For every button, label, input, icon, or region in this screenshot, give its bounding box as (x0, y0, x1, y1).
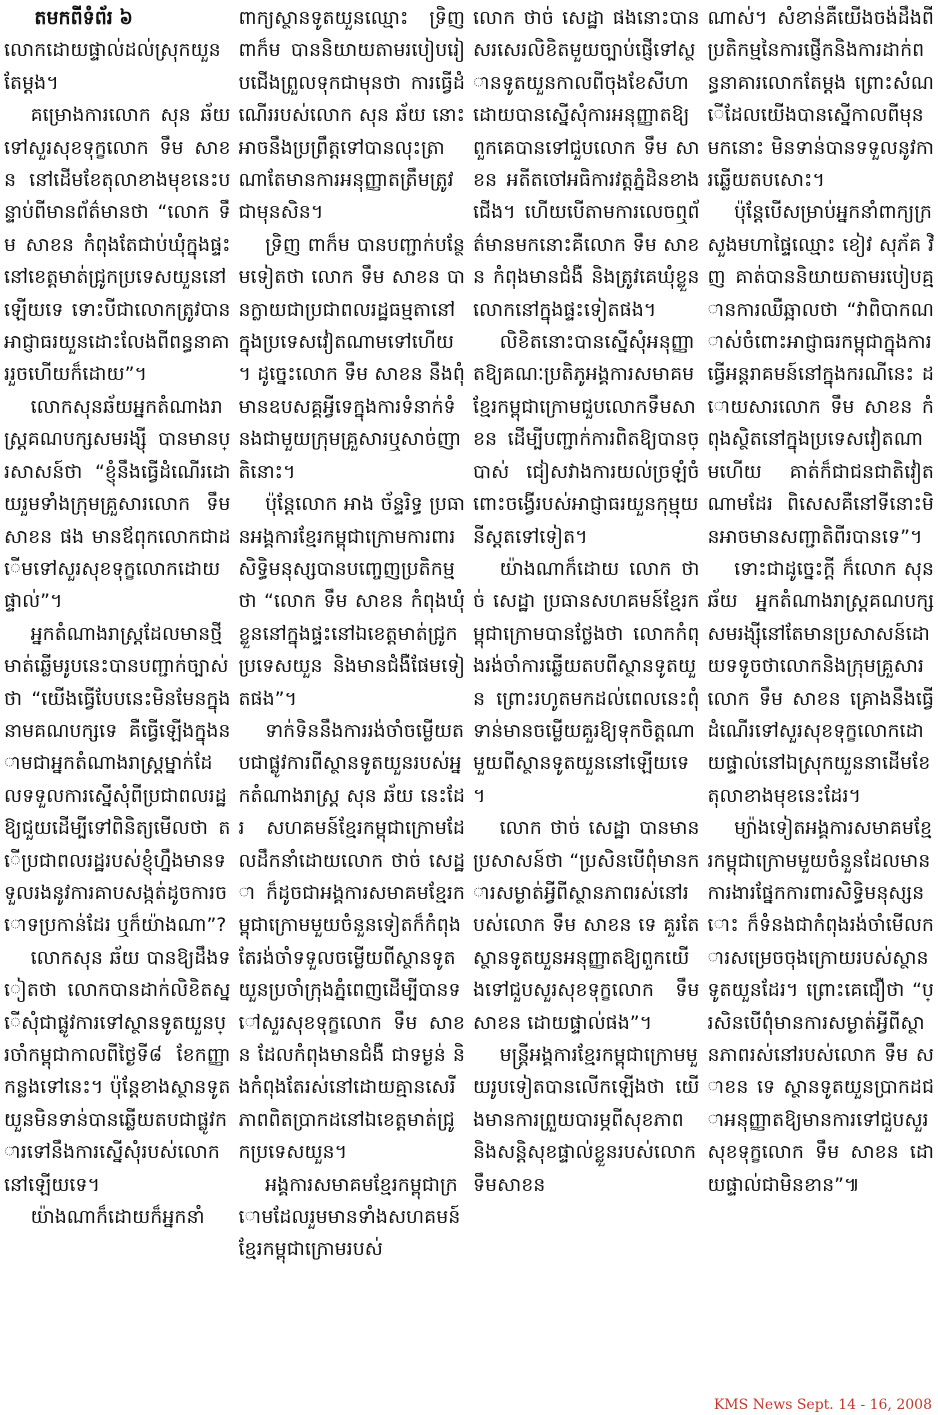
paragraph: ទោះជាដូច្នេះក្តី ក៏លោក សុន ឆ័យ អ្នកតំណាងរាស្ត្រគណបក្សសមរង្ស៊ីនៅតែមានប្រសាសន៍ដោយទទូចថាលោកនិងក្រុមគ្រួសារលោក ទឹម សាខន គ្រោងនឹងធ្វើដំណើរទៅសួរសុខទុក្ខលោកដោយផ្ទាល់នៅឯស្រុកយួននាដើមខែតុលាខាងមុខនេះដែរ។ (707, 557, 934, 807)
paragraph: យ៉ាងណាក៏ដោយក៏អ្នកនាំ (30, 1206, 205, 1229)
paragraph: ទាក់ទិននឹងការរង់ចាំចម្លើយតបជាផ្លូវការពីស្ថានទូតយួនរបស់អ្នកតំណាងរាស្ត្រ សុន ឆ័យ នេះដែរ សហគមន៍ខ្មែរកម្ពុជាក្រោមដែលដឹកនាំដោយលោក ថាច់ សេដ្ឋា ក៏ដូចជាអង្គការសមាគមខ្មែរកម្ពុជាក្រោមមួយចំនួនទៀតក៏កំពុងតែរង់ចាំទទួលចម្លើយពីស្ថានទូតយួនប្រចាំក្រុងភ្នំពេញដើម្បីបានទៅសួរសុខទុក្ខលោក ទឹម សាខន ដែលកំពុងមានជំងឺ ជាទម្ងន់ និងកំពុងតែរស់នៅដោយគ្មានសេរីភាពពិតប្រាកដនៅឯខេត្តមាត់ជ្រូកប្រទេសយួន។ (238, 719, 465, 1164)
article-column-2 (239, 2, 466, 1392)
paragraph: ប៉ុន្តែលោក អាង ច័ន្ទរិទ្ធ ប្រធានអង្គការខ្មែរកម្ពុជាក្រោមការពារសិទ្ធិមនុស្សបានបញ្ចេញប្រតិកម្មថា “លោក ទឹម សាខន កំពុងឃុំខ្លួននៅក្នុងផ្ទះនៅឯខេត្តមាត់ជ្រូកប្រទេសយួន និងមានជំងឺផែមទៀតផង”។ (238, 493, 465, 710)
paragraph: ម្យ៉ាងទៀតអង្គការសមាគមខ្មែរកម្ពុជាក្រោមមួយចំនួនដែលមានការងារផ្នែកការពារសិទ្ធិមនុស្សនោះ ក៏ទំនងជាកំពុងរង់ចាំមើលការសម្រេចចុងក្រោយរបស់ស្ថានទូតយួនដែរ។ ព្រោះគេជឿថា “ប្រសិនបើពុំមានការសម្ងាត់អ្វីពីស្ថានភាពរស់នៅរបស់លោក ទឹម សាខន ទេ ស្ថានទូតយួនប្រាកដជាអនុញ្ញាតឱ្យមានការទៅជួបសួរសុខទុក្ខលោក ទឹម សាខន ដោយផ្ទាល់ជាមិនខាន”៕ (707, 817, 934, 1196)
paragraph: យ៉ាងណាក៏ដោយ លោក ថាច់ សេដ្ឋា ប្រធានសហគមន៍ខ្មែរកម្ពុជាក្រោមបានថ្លែងថា លោកកំពុងរង់ចាំការឆ្លើយតបពីស្ថានទូតយួន ព្រោះរហូតមកដល់ពេលនេះពុំទាន់មានចម្លើយគួរឱ្យទុកចិត្តណាមួយពីស្ថានទូតយួននៅឡើយទេ។ (473, 557, 700, 807)
paragraph: មន្ត្រីអង្គការខ្មែរកម្ពុជាក្រោមមួយរូបទៀតបានលើកឡើងថា យើងមានការព្រួយបារម្ភពីសុខភាព និងសន្តិសុខផ្ទាល់ខ្លួនរបស់លោកទឹមសាខន (473, 1044, 700, 1196)
footer-date: Sept. 14 - 16, 2008 (796, 1397, 932, 1413)
article-column-3 (473, 2, 700, 1392)
footer-credit (714, 1397, 932, 1413)
footer-source: KMS News (713, 1397, 793, 1413)
article-column-1 (4, 2, 231, 1392)
paragraph: លិខិតនោះបានស្នើសុំអនុញ្ញាតឱ្យគណៈប្រតិភូអង្គការសមាគមខ្មែរកម្ពុជាក្រោមជួបលោកទឹមសាខន ដើម្បីបញ្ជាក់ការពិតឱ្យបានច្បាស់ ជៀសវាងការយល់ច្រឡំចំពោះចង្វើរបស់អាជ្ញាធរយួនកុម្មុយនីស្តតទៅទៀត។ (473, 331, 700, 548)
continued-from-label: តមកពីទំព័រ ៦ (34, 7, 133, 29)
paragraph: លោកសុនឆ័យអ្នកតំណាងរាស្ត្រគណបក្សសមរង្ស៊ី បានមានប្រសាសន៍ថា “ខ្ញុំនឹងធ្វើដំណើរដោយរួមទាំងក្រុមគ្រួសារលោក ទឹម សាខន ផង មានឪពុកលោកជាដើមទៅសួរសុខទុក្ខលោកដោយផ្ទាល់”។ (4, 395, 231, 613)
paragraph: ទ្រិញ ពាក៏ម បានបញ្ជាក់បន្ថែមទៀតថា លោក ទឹម សាខន បានក្លាយជាប្រជាពលរដ្ឋធម្មតានៅក្នុងប្រទេសវៀតណាមទៅហើយ។ ដូច្នេះលោក ទឹម សាខន នឹងពុំមានឧបសគ្គអ្វីទេក្នុងការទំនាក់ទំនងជាមួយក្រុមគ្រួសារឬសាច់ញាតិនោះ។ (238, 233, 465, 483)
paragraph: គម្រោងការលោក សុន ឆ័យ ទៅសួរសុខទុក្ខលោក ទឹម សាខន នៅដើមខែតុលាខាងមុខនេះបន្ទាប់ពីមានព័ត៌មានថា “លោក ទឹម សាខន កំពុងតែជាប់ឃុំក្នុងផ្ទះនៅខេត្តមាត់ជ្រូកប្រទេសយួននៅឡើយទេ ទោះបីជាលោកត្រូវបានអាជ្ញាធរយួនដោះលែងពីពន្ធនាគាររួចហើយក៏ដោយ”។ (4, 104, 231, 386)
paragraph: ណាស់។ សំខាន់គឺយើងចង់ដឹងពីប្រតិកម្មនៃការផ្ញើកនិងការដាក់ពន្ធនាគារលោកតែម្តង ព្រោះសំណើដែលយើងបានស្នើកាលពីមុនមកនោះ មិនទាន់បានទទួលនូវការឆ្លើយតបសោះ។ (707, 7, 934, 192)
paragraph: ប៉ុន្តែបើសម្រាប់អ្នកនាំពាក្យក្រសួងមហាផ្ទៃឈ្មោះ ខៀវ សុភ័គ វិញ គាត់បាននិយាយតាមរបៀបគ្មានការឈឺឆ្អាលថា “វាពិបាកណាស់ចំពោះអាជ្ញាធរកម្ពុជាក្នុងការធ្វើអន្តរាគមន៍នៅក្នុងករណីនេះ ដោយសារលោក ទឹម សាខន កំពុងស្ថិតនៅក្នុងប្រទេសវៀតណាមហើយ គាត់ក៏ជាជនជាតិវៀតណាមដែរ ពិសេសគឺនៅទីនោះមិនអាចមានសញ្ជាតិពីរបានទេ”។ (707, 201, 934, 548)
paragraph: ពាក្យស្ថានទូតយួនឈ្មោះ ទ្រិញ ពាក៏ម បាននិយាយតាមរបៀបរៀបជើងព្រួលទុកជាមុនថា ការធ្វើដំណើររបស់លោក សុន ឆ័យ នោះអាចនឹងប្រព្រឹត្តទៅបានលុះត្រាណាតែមានការអនុញ្ញាតត្រឹមត្រូវជាមុនសិន។ (238, 7, 465, 224)
article-body (4, 2, 934, 1392)
article-column-4 (708, 2, 935, 1392)
paragraph: អ្នកតំណាងរាស្ត្រដែលមានថ្មីមាត់ឆ្លើមរូបនេះបានបញ្ជាក់ច្បាស់ថា “យើងធ្វើបែបនេះមិនមែនក្នុងនាមគណបក្សទេ គឺធ្វើឡើងក្នុងនាមជាអ្នកតំណាងរាស្ត្រម្នាក់ដែលទទួលការស្នើសុំពីប្រជាពលរដ្ឋឱ្យជួយដើម្បីទៅពិនិត្យមើលថា តើប្រជាពលរដ្ឋរបស់ខ្ញុំហ្នឹងមានទទួលរងនូវការគាបសង្កត់ដូចការចោទប្រកាន់ដែរ ឬក៏យ៉ាងណា”? (4, 622, 231, 937)
paragraph: អង្គការសមាគមខ្មែរកម្ពុជាក្រោមដែលរួមមានទាំងសហគមន៍ខ្មែរកម្ពុជាក្រោមរបស់ (238, 1173, 461, 1261)
paragraph: លោកដោយផ្ទាល់ដល់ស្រុកយួនតែម្តង។ (4, 39, 221, 94)
paragraph: លោកសុន ឆ័យ បានឱ្យដឹងទៀតថា លោកបានដាក់លិខិតស្នើសុំជាផ្លូវការទៅស្ថានទូតយួនប្រចាំកម្ពុជាកាលពីថ្ងៃទី៨ ខែកញ្ញា កន្លងទៅនេះ។ ប៉ុន្តែខាងស្ថានទូតយួនមិនទាន់បានឆ្លើយតបជាផ្លូវការទៅនឹងការស្នើសុំរបស់លោកនៅឡើយទេ។ (4, 946, 231, 1196)
paragraph: លោក ថាច់ សេដ្ឋា ផងនោះបានសរសេរលិខិតមួយច្បាប់ផ្ញើទៅស្ថានទូតយួនកាលពីចុងខែសីហា ដោយបានស្នើសុំការអនុញ្ញាតឱ្យពួកគេបានទៅជួបលោក ទឹម សាខន អតីតចៅអធិការវត្តភ្នំដិនខាងជើង។ ហើយបើតាមការលេចឮព័ត៌មានមកនោះគឺលោក ទឹម សាខន កំពុងមានជំងឺ និងត្រូវគេឃុំខ្លួនលោកនៅក្នុងផ្ទះទៀតផង។ (473, 7, 700, 321)
paragraph: លោក ថាច់ សេដ្ឋា បានមានប្រសាសន៍ថា “ប្រសិនបើពុំមានការសម្ងាត់អ្វីពីស្ថានភាពរស់នៅរបស់លោក ទឹម សាខន ទេ គួរតែស្ថានទូតយួនអនុញ្ញាតឱ្យពួកយើងទៅជួបសួរសុខទុក្ខលោក ទឹម សាខន ដោយផ្ទាល់ផង”។ (473, 817, 700, 1034)
